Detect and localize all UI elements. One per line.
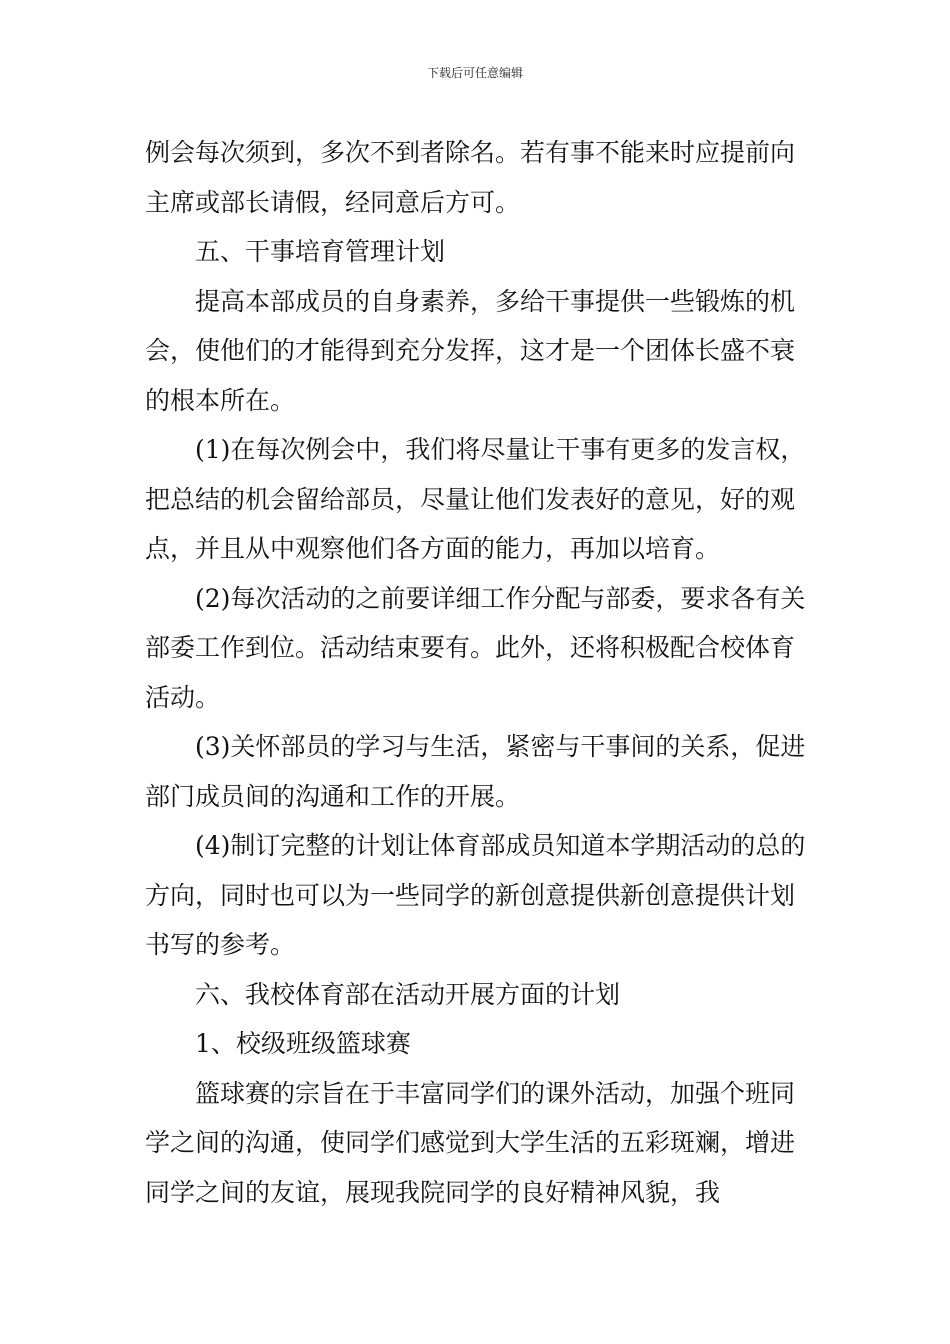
section-heading: 五、干事培育管理计划 xyxy=(195,237,446,266)
list-item: (2)每次活动的之前要详细工作分配与部委，要求各有关部委工作到位。活动结束要有。此外，还将积极配合校体育活动。 xyxy=(145,583,806,712)
page-header: 下载后可任意编辑 xyxy=(426,66,523,80)
paragraph: 篮球赛的宗旨在于丰富同学们的课外活动，加强个班同学之间的沟通，使同学们感觉到大学生活的五彩斑斓，增进同学之间的友谊，展现我院同学的良好精神风貌，我 xyxy=(145,1078,796,1207)
subsection-heading: 1、校级班级篮球赛 xyxy=(195,1029,411,1058)
list-item: (3)关怀部员的学习与生活，紧密与干事间的关系，促进部门成员间的沟通和工作的开展。 xyxy=(145,732,806,811)
paragraph: 例会每次须到，多次不到者除名。若有事不能来时应提前向主席或部长请假，经同意后方可。 xyxy=(145,138,796,217)
section-heading: 六、我校体育部在活动开展方面的计划 xyxy=(195,979,621,1009)
list-item: (1)在每次例会中，我们将尽量让干事有更多的发言权，把总结的机会留给部员，尽量让他们发表好的意见，好的观点，并且从中观察他们各方面的能力，再加以培育。 xyxy=(145,435,806,563)
list-item: (4)制订完整的计划让体育部成员知道本学期活动的总的方向，同时也可以为一些同学的新创意提供新创意提供计划书写的参考。 xyxy=(145,831,806,959)
paragraph: 提高本部成员的自身素养，多给干事提供一些锻炼的机会，使他们的才能得到充分发挥，这才是一个团体长盛不衰的根本所在。 xyxy=(145,286,796,415)
document-body xyxy=(145,128,815,1217)
